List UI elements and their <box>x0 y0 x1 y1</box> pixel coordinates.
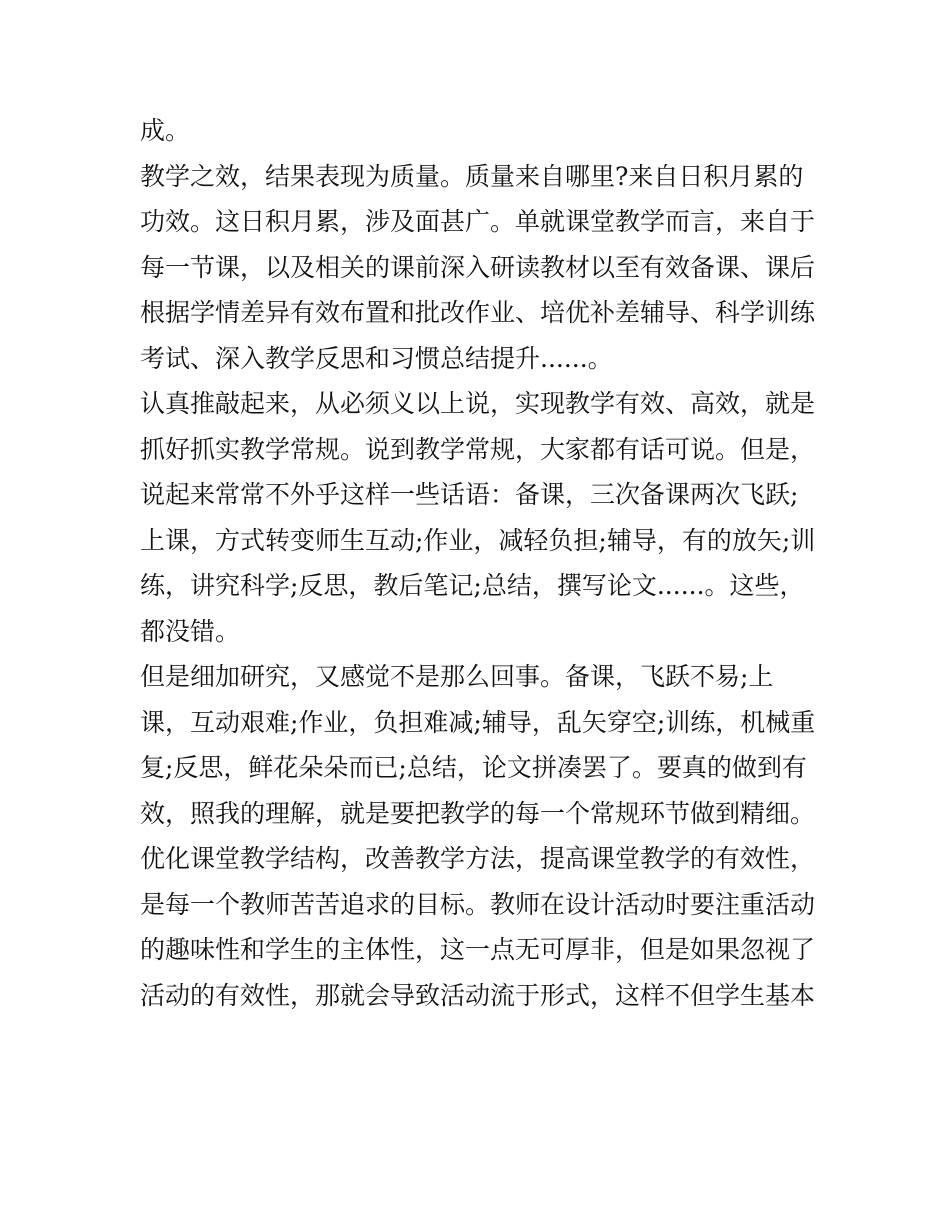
text-line: 是每一个教师苦苦追求的目标。教师在设计活动时要注重活动 <box>140 889 816 919</box>
text-line: 根据学情差异有效布置和批改作业、培优补差辅导、科学训练 <box>140 298 816 327</box>
text-line: 练，讲究科学;反思，教后笔记;总结，撰写论文......。这些， <box>140 571 805 600</box>
text-line: 教学之效，结果表现为质量。质量来自哪里?来自日积月累的 <box>140 161 804 191</box>
text-line: 优化课堂教学结构，改善教学方法，提高课堂教学的有效性， <box>140 844 816 873</box>
text-line: 活动的有效性，那就会导致活动流于形式，这样不但学生基本 <box>140 980 816 1010</box>
text-line: 成。 <box>140 116 191 145</box>
text-line: 抓好抓实教学常规。说到教学常规，大家都有话可说。但是， <box>140 434 816 464</box>
text-line: 考试、深入教学反思和习惯总结提升......。 <box>140 343 613 373</box>
text-line: 上课，方式转变师生互动;作业，减轻负担;辅导，有的放矢;训 <box>140 525 816 555</box>
text-line: 课，互动艰难;作业，负担难减;辅导，乱矢穿空;训练，机械重 <box>140 707 816 737</box>
text-line: 都没错。 <box>140 616 241 646</box>
text-line: 效，照我的理解，就是要把教学的每一个常规环节做到精细。 <box>140 798 816 828</box>
text-line: 功效。这日积月累，涉及面甚广。单就课堂教学而言，来自于 <box>140 207 816 236</box>
text-line: 认真推敲起来，从必须义以上说，实现教学有效、高效，就是 <box>140 389 816 418</box>
text-line: 复;反思，鲜花朵朵而已;总结，论文拼凑罢了。要真的做到有 <box>140 753 807 782</box>
body-text <box>140 108 830 1018</box>
text-line: 说起来常常不外乎这样一些话语：备课，三次备课两次飞跃; <box>140 480 799 509</box>
text-line: 但是细加研究，又感觉不是那么回事。备课，飞跃不易;上 <box>140 662 774 691</box>
text-line: 每一节课，以及相关的课前深入研读教材以至有效备课、课后 <box>140 252 816 282</box>
text-line: 的趣味性和学生的主体性，这一点无可厚非，但是如果忽视了 <box>140 935 816 964</box>
